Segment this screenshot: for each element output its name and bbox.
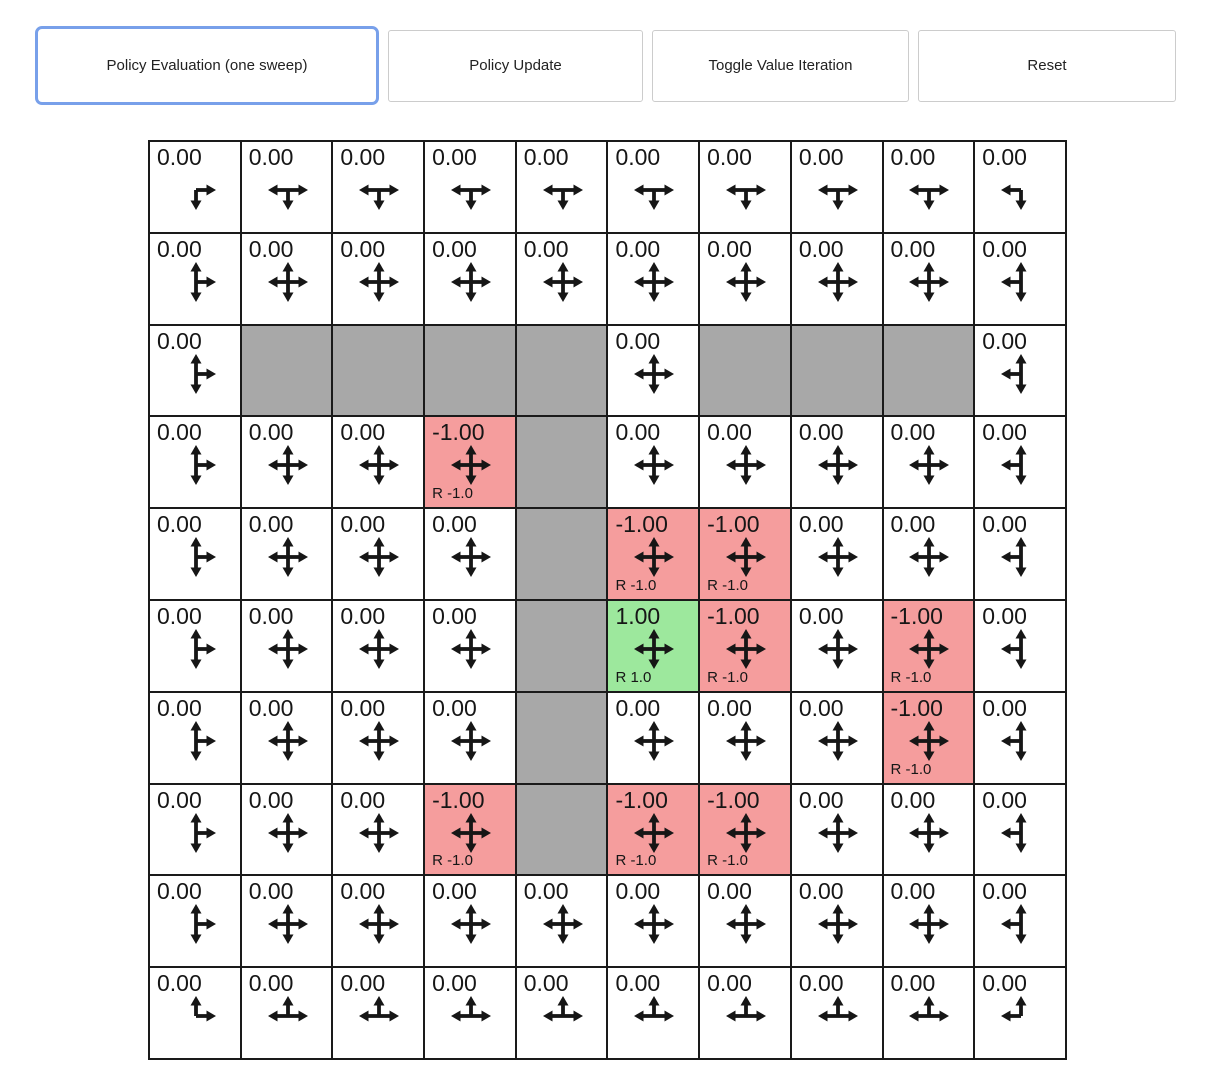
policy-arrows-icon: [448, 167, 494, 213]
cell-value: 0.00: [982, 694, 1027, 721]
cell-value: 0.00: [248, 602, 294, 629]
cell-value: 0.00: [157, 419, 202, 446]
cell-value: 0.00: [432, 602, 477, 629]
grid-cell: [332, 233, 424, 325]
grid-cell: [424, 233, 516, 325]
policy-arrows-icon: [356, 718, 402, 764]
cell-value: -1.00: [707, 602, 760, 629]
grid-cell: [332, 600, 424, 692]
policy-arrows-icon: [356, 810, 402, 856]
grid-cell: [241, 875, 333, 967]
cell-value: 0.00: [615, 419, 661, 446]
grid-cell: [791, 141, 883, 233]
cell-value: -1.00: [707, 786, 760, 813]
toggle-value-iteration-button[interactable]: Toggle Value Iteration: [652, 30, 909, 102]
grid-cell: [791, 233, 883, 325]
policy-arrows-icon: [906, 259, 952, 305]
policy-arrows-icon: [723, 993, 769, 1039]
cell-value: 0.00: [432, 694, 477, 721]
policy-arrows-icon: [631, 993, 677, 1039]
cell-value: 0.00: [798, 878, 844, 905]
cell-value: 0.00: [432, 144, 477, 170]
policy-arrows-icon: [265, 167, 311, 213]
cell-value: 0.00: [248, 419, 294, 446]
cell-value: 0.00: [798, 235, 844, 262]
policy-arrows-icon: [723, 167, 769, 213]
grid-cell: [974, 967, 1066, 1059]
cell-value: 0.00: [157, 786, 202, 813]
policy-arrows-icon: [265, 718, 311, 764]
policy-arrows-icon: [998, 351, 1044, 397]
policy-arrows-icon: [631, 442, 677, 488]
cell-value: 0.00: [615, 144, 661, 170]
grid-cell: [607, 325, 699, 417]
policy-arrows-icon: [723, 442, 769, 488]
wall-cell: [516, 600, 608, 692]
policy-arrows-icon: [356, 626, 402, 672]
grid-cell: [516, 967, 608, 1059]
cell-value: 0.00: [890, 419, 936, 446]
cell-reward-label: R 1.0: [615, 668, 652, 686]
policy-arrows-icon: [631, 351, 677, 397]
cell-value: 0.00: [707, 419, 752, 446]
wall-cell: [516, 692, 608, 784]
grid-cell: [424, 875, 516, 967]
policy-arrows-icon: [815, 534, 861, 580]
policy-arrows-icon: [631, 167, 677, 213]
reset-button[interactable]: Reset: [918, 30, 1176, 102]
cell-value: -1.00: [615, 786, 668, 813]
grid-cell: [241, 600, 333, 692]
grid-cell: [424, 692, 516, 784]
cell-value: 0.00: [157, 878, 202, 905]
wall-cell: [791, 325, 883, 417]
cell-value: 0.00: [248, 878, 294, 905]
policy-arrows-icon: [815, 901, 861, 947]
grid-cell: [791, 875, 883, 967]
policy-arrows-icon: [448, 810, 494, 856]
grid-cell: [607, 416, 699, 508]
cell-value: 0.00: [615, 878, 661, 905]
cell-reward-label: R -1.0: [615, 576, 657, 594]
cell-value: 0.00: [890, 878, 936, 905]
policy-arrows-icon: [631, 626, 677, 672]
cell-value: 0.00: [890, 970, 936, 997]
cell-value: 0.00: [982, 602, 1027, 629]
grid-cell: [241, 784, 333, 876]
policy-arrows-icon: [998, 534, 1044, 580]
penalty-cell: [699, 600, 791, 692]
grid-cell: [149, 692, 241, 784]
grid-cell: [332, 141, 424, 233]
cell-value: 0.00: [157, 144, 202, 170]
policy-arrows-icon: [448, 534, 494, 580]
policy-arrows-icon: [540, 167, 586, 213]
policy-arrows-icon: [448, 993, 494, 1039]
cell-value: 0.00: [707, 144, 752, 170]
grid-cell: [699, 967, 791, 1059]
policy-arrows-icon: [998, 901, 1044, 947]
policy-arrows-icon: [815, 993, 861, 1039]
policy-arrows-icon: [815, 718, 861, 764]
policy-arrows-icon: [356, 167, 402, 213]
policy-evaluation-button[interactable]: Policy Evaluation (one sweep): [35, 26, 379, 105]
gridworld-grid: [148, 140, 1067, 1060]
cell-value: 0.00: [340, 878, 386, 905]
cell-value: -1.00: [707, 511, 760, 538]
policy-arrows-icon: [723, 259, 769, 305]
grid-cell: [974, 141, 1066, 233]
policy-arrows-icon: [448, 442, 494, 488]
grid-cell: [883, 233, 975, 325]
grid-cell: [607, 233, 699, 325]
grid-cell: [883, 416, 975, 508]
grid-cell: [791, 967, 883, 1059]
cell-value: 0.00: [432, 970, 477, 997]
grid-cell: [516, 141, 608, 233]
policy-arrows-icon: [815, 626, 861, 672]
grid-cell: [883, 875, 975, 967]
grid-cell: [974, 875, 1066, 967]
policy-arrows-icon: [540, 901, 586, 947]
penalty-cell: [699, 784, 791, 876]
cell-reward-label: R -1.0: [432, 485, 473, 503]
grid-cell: [149, 875, 241, 967]
grid-cell: [241, 141, 333, 233]
cell-value: 0.00: [982, 878, 1027, 905]
grid-cell: [699, 875, 791, 967]
cell-value: 0.00: [248, 144, 294, 170]
policy-arrows-icon: [265, 259, 311, 305]
policy-arrows-icon: [815, 259, 861, 305]
cell-value: 0.00: [157, 235, 202, 262]
policy-arrows-icon: [998, 718, 1044, 764]
grid-cell: [791, 692, 883, 784]
policy-arrows-icon: [631, 259, 677, 305]
grid-cell: [791, 416, 883, 508]
cell-value: 0.00: [523, 144, 569, 170]
policy-arrows-icon: [631, 534, 677, 580]
cell-value: 0.00: [432, 235, 477, 262]
grid-cell: [149, 967, 241, 1059]
wall-cell: [699, 325, 791, 417]
grid-cell: [424, 508, 516, 600]
cell-value: 0.00: [157, 327, 202, 354]
policy-arrows-icon: [173, 442, 219, 488]
wall-cell: [516, 784, 608, 876]
cell-value: -1.00: [890, 694, 943, 721]
grid-cell: [974, 233, 1066, 325]
policy-arrows-icon: [265, 993, 311, 1039]
policy-arrows-icon: [631, 810, 677, 856]
policy-arrows-icon: [173, 167, 219, 213]
cell-value: 0.00: [157, 602, 202, 629]
policy-arrows-icon: [448, 259, 494, 305]
cell-value: 0.00: [982, 786, 1027, 813]
grid-cell: [974, 692, 1066, 784]
grid-cell: [974, 416, 1066, 508]
grid-cell: [883, 784, 975, 876]
cell-reward-label: R -1.0: [890, 668, 932, 686]
grid-cell: [332, 508, 424, 600]
policy-arrows-icon: [815, 442, 861, 488]
policy-arrows-icon: [265, 901, 311, 947]
penalty-cell: [883, 692, 975, 784]
grid-cell: [607, 141, 699, 233]
cell-value: 0.00: [340, 144, 386, 170]
cell-value: 0.00: [340, 419, 386, 446]
policy-arrows-icon: [265, 810, 311, 856]
grid-cell: [332, 692, 424, 784]
policy-arrows-icon: [356, 993, 402, 1039]
grid-cell: [883, 967, 975, 1059]
cell-value: 0.00: [248, 694, 294, 721]
policy-arrows-icon: [173, 259, 219, 305]
toolbar: [35, 26, 1176, 105]
cell-value: -1.00: [432, 786, 485, 813]
cell-reward-label: R -1.0: [890, 760, 932, 778]
policy-arrows-icon: [998, 442, 1044, 488]
cell-value: 0.00: [248, 970, 294, 997]
policy-arrows-icon: [906, 993, 952, 1039]
grid-cell: [424, 600, 516, 692]
policy-arrows-icon: [998, 259, 1044, 305]
cell-reward-label: R -1.0: [707, 576, 748, 594]
cell-value: 0.00: [890, 511, 936, 538]
grid-cell: [332, 416, 424, 508]
grid-cell: [883, 508, 975, 600]
policy-arrows-icon: [906, 626, 952, 672]
policy-arrows-icon: [448, 626, 494, 672]
cell-value: 0.00: [432, 878, 477, 905]
policy-arrows-icon: [540, 993, 586, 1039]
policy-arrows-icon: [723, 901, 769, 947]
grid-cell: [241, 692, 333, 784]
policy-arrows-icon: [998, 167, 1044, 213]
cell-value: 0.00: [798, 511, 844, 538]
policy-arrows-icon: [173, 534, 219, 580]
policy-arrows-icon: [906, 167, 952, 213]
policy-arrows-icon: [448, 718, 494, 764]
cell-value: 0.00: [798, 144, 844, 170]
grid-cell: [791, 508, 883, 600]
cell-value: 0.00: [248, 235, 294, 262]
wall-cell: [424, 325, 516, 417]
grid-cell: [241, 233, 333, 325]
cell-value: 0.00: [982, 419, 1027, 446]
policy-arrows-icon: [356, 259, 402, 305]
wall-cell: [516, 508, 608, 600]
policy-arrows-icon: [723, 626, 769, 672]
grid-cell: [516, 875, 608, 967]
cell-reward-label: R -1.0: [615, 852, 657, 870]
cell-value: 0.00: [982, 511, 1027, 538]
policy-arrows-icon: [356, 442, 402, 488]
policy-arrows-icon: [448, 901, 494, 947]
cell-value: 0.00: [890, 786, 936, 813]
grid-cell: [241, 508, 333, 600]
policy-arrows-icon: [723, 718, 769, 764]
cell-value: 0.00: [982, 970, 1027, 997]
policy-arrows-icon: [356, 901, 402, 947]
grid-cell: [607, 967, 699, 1059]
cell-value: 0.00: [615, 694, 661, 721]
cell-value: 0.00: [982, 235, 1027, 262]
policy-arrows-icon: [631, 718, 677, 764]
cell-value: 0.00: [615, 235, 661, 262]
goal-cell: [607, 600, 699, 692]
grid-cell: [607, 692, 699, 784]
cell-value: 0.00: [890, 144, 936, 170]
policy-arrows-icon: [173, 351, 219, 397]
cell-value: 0.00: [890, 235, 936, 262]
policy-arrows-icon: [173, 718, 219, 764]
grid-cell: [516, 233, 608, 325]
grid-cell: [149, 508, 241, 600]
wall-cell: [883, 325, 975, 417]
grid-cell: [149, 416, 241, 508]
penalty-cell: [424, 784, 516, 876]
wall-cell: [332, 325, 424, 417]
grid-cell: [699, 692, 791, 784]
policy-arrows-icon: [265, 442, 311, 488]
grid-cell: [699, 416, 791, 508]
policy-arrows-icon: [906, 810, 952, 856]
penalty-cell: [607, 508, 699, 600]
policy-arrows-icon: [723, 810, 769, 856]
grid-cell: [424, 141, 516, 233]
cell-value: 0.00: [707, 694, 752, 721]
policy-arrows-icon: [173, 901, 219, 947]
cell-value: 0.00: [982, 144, 1027, 170]
grid-cell: [791, 784, 883, 876]
policy-arrows-icon: [265, 626, 311, 672]
cell-value: 0.00: [798, 602, 844, 629]
wall-cell: [516, 416, 608, 508]
cell-value: 0.00: [707, 970, 752, 997]
cell-value: 0.00: [340, 694, 386, 721]
grid-cell: [699, 141, 791, 233]
policy-arrows-icon: [998, 810, 1044, 856]
policy-arrows-icon: [173, 626, 219, 672]
policy-arrows-icon: [540, 259, 586, 305]
cell-value: 0.00: [523, 970, 569, 997]
grid-cell: [149, 600, 241, 692]
grid-cell: [149, 325, 241, 417]
cell-value: 0.00: [340, 786, 386, 813]
cell-value: 0.00: [340, 970, 386, 997]
wall-cell: [516, 325, 608, 417]
penalty-cell: [607, 784, 699, 876]
cell-value: 0.00: [523, 878, 569, 905]
policy-arrows-icon: [173, 810, 219, 856]
cell-reward-label: R -1.0: [707, 668, 748, 686]
cell-value: 0.00: [798, 786, 844, 813]
cell-value: 0.00: [798, 694, 844, 721]
policy-arrows-icon: [815, 810, 861, 856]
grid-cell: [974, 784, 1066, 876]
policy-arrows-icon: [998, 993, 1044, 1039]
grid-cell: [241, 967, 333, 1059]
policy-arrows-icon: [356, 534, 402, 580]
policy-arrows-icon: [265, 534, 311, 580]
cell-value: 0.00: [615, 327, 661, 354]
policy-arrows-icon: [906, 901, 952, 947]
penalty-cell: [883, 600, 975, 692]
policy-arrows-icon: [906, 718, 952, 764]
grid-cell: [791, 600, 883, 692]
cell-value: 0.00: [982, 327, 1027, 354]
grid-cell: [149, 784, 241, 876]
cell-value: 0.00: [157, 694, 202, 721]
policy-arrows-icon: [631, 901, 677, 947]
cell-value: 0.00: [798, 970, 844, 997]
cell-value: 0.00: [615, 970, 661, 997]
policy-arrows-icon: [998, 626, 1044, 672]
cell-value: 0.00: [248, 786, 294, 813]
cell-value: 0.00: [157, 511, 202, 538]
cell-value: -1.00: [615, 511, 668, 538]
grid-cell: [883, 141, 975, 233]
cell-value: 0.00: [157, 970, 202, 997]
cell-value: 0.00: [340, 235, 386, 262]
grid-cell: [974, 508, 1066, 600]
grid-cell: [332, 875, 424, 967]
cell-value: 0.00: [707, 235, 752, 262]
cell-reward-label: R -1.0: [432, 852, 473, 870]
cell-value: 1.00: [615, 602, 661, 629]
grid-cell: [424, 967, 516, 1059]
cell-value: -1.00: [432, 419, 485, 446]
cell-value: 0.00: [340, 602, 386, 629]
policy-update-button[interactable]: Policy Update: [388, 30, 643, 102]
grid-cell: [149, 141, 241, 233]
grid-cell: [332, 967, 424, 1059]
cell-value: 0.00: [432, 511, 477, 538]
grid-cell: [974, 325, 1066, 417]
grid-cell: [699, 233, 791, 325]
grid-cell: [607, 875, 699, 967]
grid-cell: [149, 233, 241, 325]
grid-cell: [974, 600, 1066, 692]
wall-cell: [241, 325, 333, 417]
grid-cell: [241, 416, 333, 508]
cell-value: 0.00: [340, 511, 386, 538]
policy-arrows-icon: [815, 167, 861, 213]
penalty-cell: [424, 416, 516, 508]
cell-value: 0.00: [707, 878, 752, 905]
cell-value: 0.00: [798, 419, 844, 446]
cell-reward-label: R -1.0: [707, 852, 748, 870]
policy-arrows-icon: [906, 442, 952, 488]
policy-arrows-icon: [906, 534, 952, 580]
cell-value: 0.00: [523, 235, 569, 262]
cell-value: 0.00: [248, 511, 294, 538]
grid-cell: [332, 784, 424, 876]
penalty-cell: [699, 508, 791, 600]
policy-arrows-icon: [723, 534, 769, 580]
cell-value: -1.00: [890, 602, 943, 629]
policy-arrows-icon: [173, 993, 219, 1039]
